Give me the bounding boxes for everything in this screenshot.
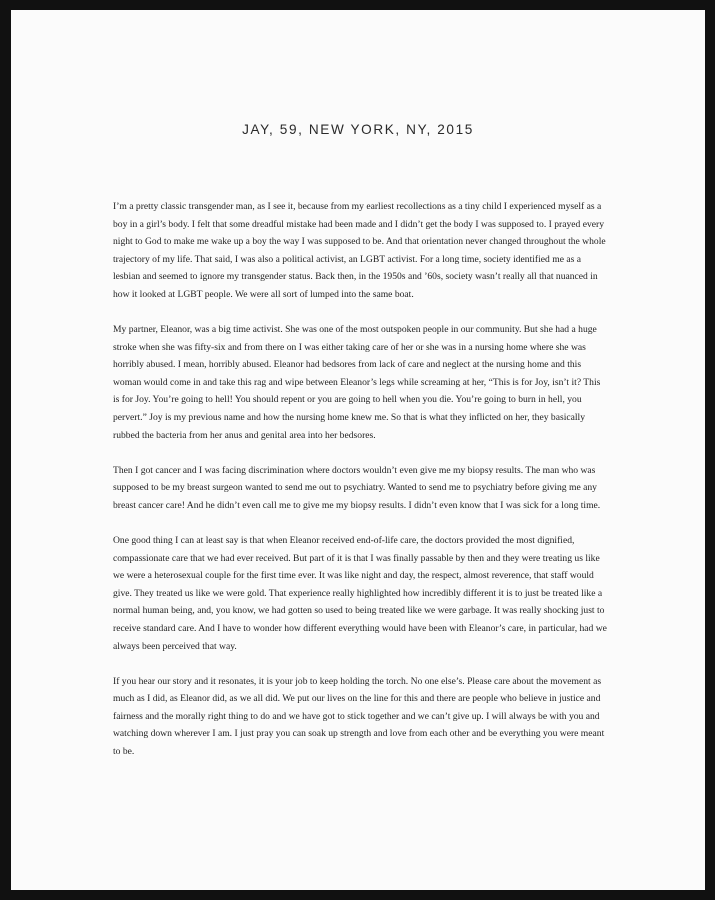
- document-body: [113, 198, 607, 778]
- document-page: [11, 10, 705, 890]
- page-title: JAY, 59, NEW YORK, NY, 2015: [242, 122, 474, 137]
- paragraph-4: One good thing I can at least say is that when Eleanor received end-of-life care, the doctors provided the most dignified, compassionate care that we had ever received. But part of it is that I was finally passable by then and they were treating us like we were a heterosexual couple for the first time ever. It was like night and day, the respect, almost reverence, that staff would give. They treated us like we were gold. That experience really highlighted how incredibly different it is to just be treated like a normal human being, and, you know, we had gotten so used to being treated like we were garbage. It was really shocking just to receive standard care. And I have to wonder how different everything would have been with Eleanor’s care, in particular, had we always been perceived that way.: [113, 535, 607, 652]
- paragraph-1: I’m a pretty classic transgender man, as I see it, because from my earliest recollections as a tiny child I experienced myself as a boy in a girl’s body. I felt that some dreadful mistake had been made and I didn’t get the body I was supposed to. I prayed every night to God to make me wake up a boy the way I was supposed to be. And that orientation never changed throughout the whole trajectory of my life. That said, I was also a political activist, an LGBT activist. For a long time, society identified me as a lesbian and seemed to ignore my transgender status. Back then, in the 1950s and ’60s, society wasn’t really all that nuanced in how it looked at LGBT people. We were all sort of lumped into the same boat.: [113, 201, 606, 300]
- paragraph-3: Then I got cancer and I was facing discrimination where doctors wouldn’t even give me my biopsy results. The man who was supposed to be my breast surgeon wanted to send me out to psychiatry. Wanted to send me to psychiatry before giving me any breast cancer care! And he didn’t even call me to give me my biopsy results. I didn’t even know that I was sick for a long time.: [113, 464, 601, 511]
- paragraph-2: My partner, Eleanor, was a big time activist. She was one of the most outspoken people in our community. But she had a huge stroke when she was fifty-six and from there on I was either taking care of her or she was in a nursing home where she was horribly abused. I mean, horribly abused. Eleanor had bedsores from lack of care and neglect at the nursing home and this woman would come in and take this rag and wipe between Eleanor’s legs while screaming at her, “This is for Joy, isn’t it? This is for Joy. You’re going to hell! You should repent or you are going to hell when you die. You’re going to burn in hell, you pervert.” Joy is my previous name and how the nursing home knew me. So that is what they inflicted on her, they basically rubbed the bacteria from her anus and genital area into her bedsores.: [113, 324, 601, 441]
- paragraph-5: If you hear our story and it resonates, it is your job to keep holding the torch. No one else’s. Please care about the movement as much as I did, as Eleanor did, as we all did. We put our lives on the line for this and there are people who believe in justice and fairness and the morally right thing to do and we have got to stick together and we can’t give up. I will always be with you and watching down wherever I am. I just pray you can soak up strength and love from each other and be everything you were meant to be.: [113, 675, 605, 758]
